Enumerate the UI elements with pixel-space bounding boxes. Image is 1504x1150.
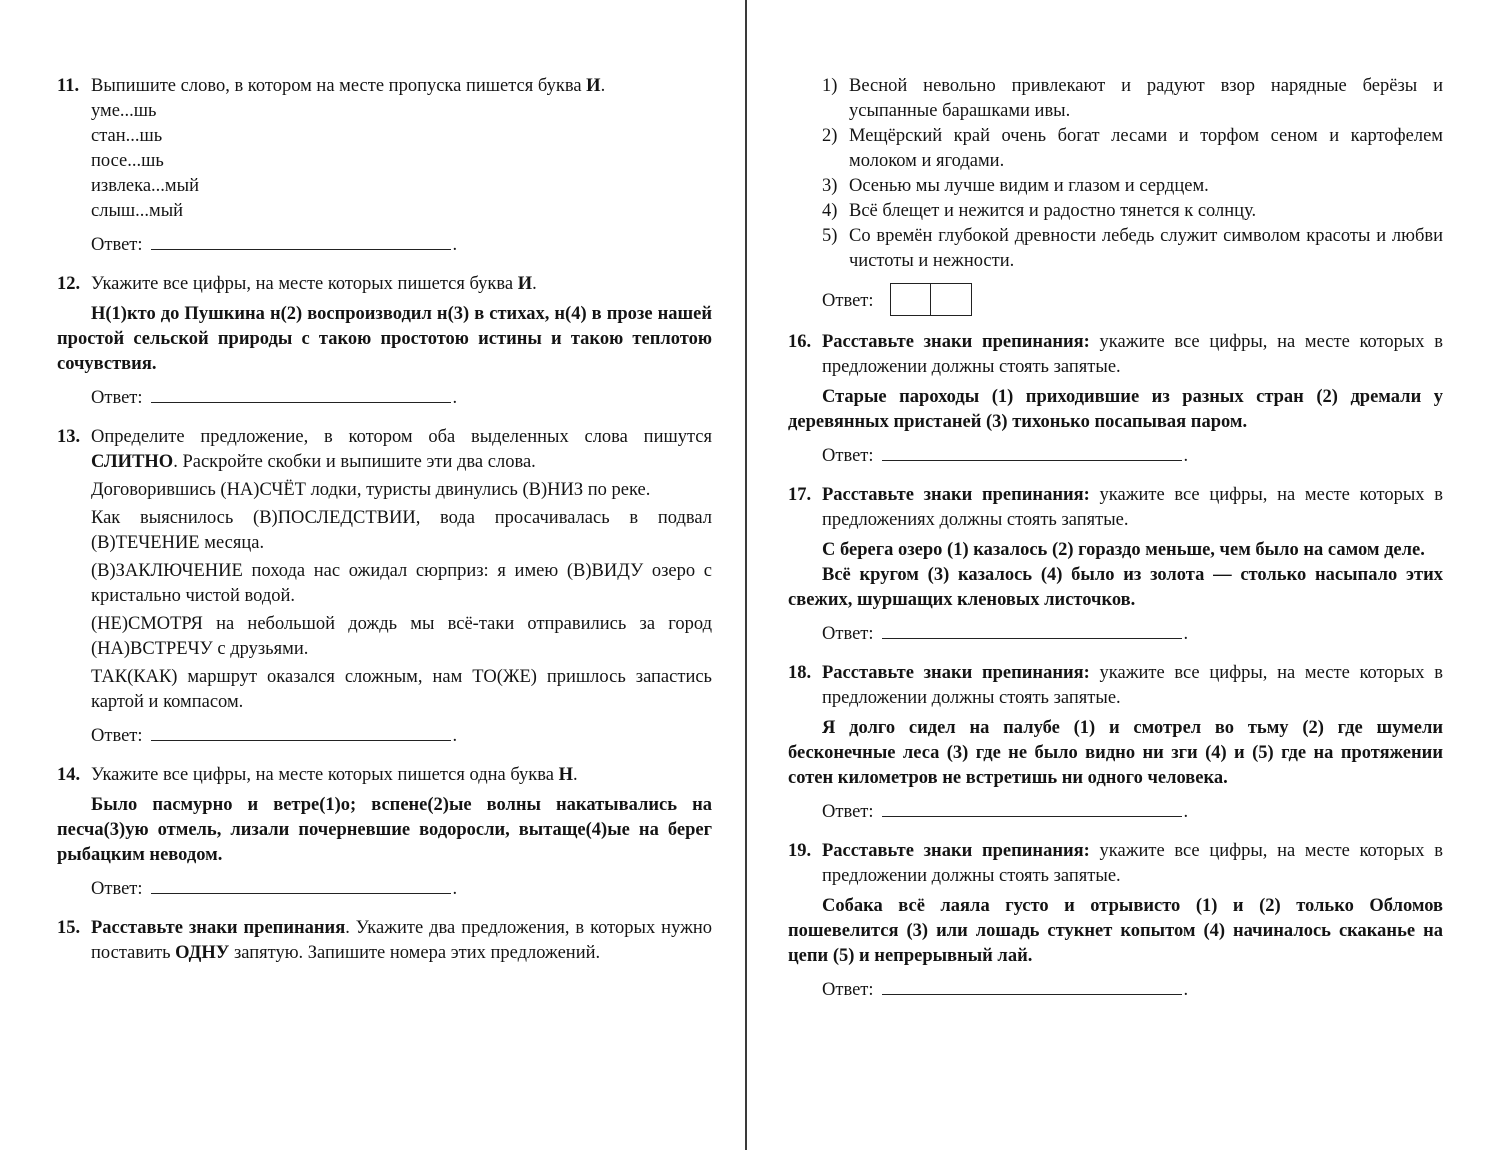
text-segment: стан...шь [91,126,163,146]
text-segment: . Укажите два предложения, в которых нужно поставить [91,918,713,963]
list-item [822,124,1443,174]
text-segment: (В)ЗАКЛЮЧЕНИЕ похода нас ожидал сюрприз: я имею (В)ВИДУ озеро с кристально чистой водой. [91,561,712,606]
question [57,425,712,749]
question [788,661,1443,825]
question [788,330,1443,469]
answer-line[interactable] [151,398,451,403]
answer-line[interactable] [882,812,1182,817]
text-segment: Всё блещет и нежится и радостно тянется к солнцу. [849,201,1257,221]
answer-option [91,99,712,124]
question [57,272,712,411]
question [57,74,712,258]
answer-row [822,800,1443,825]
question-number: 12. [57,274,81,294]
text-segment: Со времён глубокой древности лебедь служит символом красоты и любви чистоты и нежности. [849,226,1443,271]
question [57,763,712,902]
emphasis-text: И [517,274,533,294]
question-prompt [91,916,712,966]
list-item [822,224,1443,274]
text-segment: Осенью мы лучше видим и глазом и сердцем. [849,176,1209,196]
list-marker: 5) [822,226,838,246]
question-number: 17. [788,485,812,505]
emphasis-text: Старые пароходы (1) приходившие из разных стран (2) дремали у деревянных пристаней (3) тихонько посапывая паром. [788,387,1443,432]
text-segment: ТАК(КАК) маршрут оказался сложным, нам ТО(ЖЕ) пришлось запастись картой и компасом. [91,667,712,712]
answer-label: Ответ: [91,879,143,899]
emphasis-text: Я долго сидел на палубе (1) и смотрел во тьму (2) где шумели бесконечные леса (3) где не было видно ни зги (4) и (5) где на протяжении сотен километров не встретишь ни одного человека. [788,718,1443,788]
text-segment: укажите все цифры, на месте которых в предложении должны стоять запятые. [822,332,1443,377]
answer-row [822,978,1443,1003]
example-sentence [788,716,1443,791]
question-prompt [822,839,1443,889]
example-sentence [788,385,1443,435]
page-divider [745,0,747,1150]
emphasis-text: Н [558,765,574,785]
emphasis-text: Расставьте знаки препинания: [822,485,1090,505]
text-segment: . [600,76,606,96]
question-prompt [822,330,1443,380]
emphasis-text: Расставьте знаки препинания: [822,332,1090,352]
answer-label: Ответ: [822,624,874,644]
text-segment: посе...шь [91,151,164,171]
example-sentence [788,538,1443,563]
answer-boxes [890,283,972,316]
text-segment: слыш...мый [91,201,184,221]
answer-row [91,386,712,411]
text-segment: Определите предложение, в котором оба выделенных слова пишутся [91,427,712,447]
question-number: 19. [788,841,812,861]
question-prompt [91,763,712,788]
example-sentence [57,793,712,868]
emphasis-text: СЛИТНО [91,452,174,472]
option-sentence [91,665,712,715]
text-segment: Как выяснилось (В)ПОСЛЕДСТВИИ, вода просачивалась в подвал (В)ТЕЧЕНИЕ месяца. [91,508,712,553]
text-segment: . Раскройте скобки и выпишите эти два слова. [173,452,536,472]
answer-line[interactable] [882,990,1182,995]
text-segment: . [573,765,578,785]
text-segment: Договорившись (НА)СЧЁТ лодки, туристы двинулись (В)НИЗ по реке. [91,480,651,500]
answer-period: . [452,879,458,899]
example-sentence [788,563,1443,613]
option-sentence [91,612,712,662]
question-number: 18. [788,663,812,683]
question [788,74,1443,316]
answer-label: Ответ: [822,446,874,466]
answer-label: Ответ: [91,726,143,746]
answer-label: Ответ: [91,235,143,255]
emphasis-text: Всё кругом (3) казалось (4) было из золота — столько насыпало этих свежих, шуршащих кленовых листочков. [788,565,1443,610]
emphasis-text: И [586,76,601,96]
list-marker: 3) [822,176,838,196]
text-segment: Весной невольно привлекают и радуют взор нарядные берёзы и усыпанные барашками ивы. [849,76,1443,121]
example-sentence [788,894,1443,969]
question-prompt [91,272,712,297]
answer-row [822,444,1443,469]
answer-line[interactable] [151,245,451,250]
question-prompt [822,483,1443,533]
question-prompt [822,661,1443,711]
answer-period: . [452,726,458,746]
answer-line[interactable] [882,456,1182,461]
question-prompt [91,74,712,99]
question-number: 13. [57,427,81,447]
question [57,916,712,966]
emphasis-text: Было пасмурно и ветре(1)о; вспене(2)ые волны накатывались на песча(3)ую отмель, лизали почерневшие водоросли, вытаще(4)ые на берег рыбацким неводом. [57,795,712,865]
answer-label: Ответ: [822,802,874,822]
text-segment: укажите все цифры, на месте которых в предложении должны стоять запятые. [822,841,1443,886]
answer-option [91,149,712,174]
column-left [57,74,712,980]
text-segment: Укажите все цифры, на месте которых пишется одна буква [91,765,559,785]
text-segment: . [532,274,537,294]
answer-label: Ответ: [822,291,874,311]
answer-line[interactable] [151,736,451,741]
emphasis-text: Собака всё лаяла густо и отрывисто (1) и (2) только Обломов пошевелится (3) или лошадь стукнет копытом (4) начиналось скаканье на цепи (5) и непрерывный лай. [788,896,1443,966]
answer-label: Ответ: [822,980,874,1000]
answer-period: . [1183,446,1189,466]
answer-row [91,233,712,258]
emphasis-text: Расставьте знаки препинания [91,918,346,938]
answer-option [91,174,712,199]
list-marker: 4) [822,201,838,221]
answer-period: . [452,235,458,255]
emphasis-text: С берега озеро (1) казалось (2) гораздо меньше, чем было на самом деле. [822,540,1425,560]
question [788,483,1443,647]
sentence-list [822,74,1443,274]
answer-line[interactable] [882,634,1182,639]
emphasis-text: ОДНУ [175,943,230,963]
answer-option [91,124,712,149]
answer-option [91,199,712,224]
emphasis-text: Расставьте знаки препинания: [822,663,1090,683]
option-sentence [91,506,712,556]
answer-row [822,622,1443,647]
option-sentence [91,478,712,503]
list-marker: 2) [822,126,838,146]
option-sentence [91,559,712,609]
example-sentence [57,302,712,377]
text-segment: укажите все цифры, на месте которых в предложении должны стоять запятые. [822,663,1443,708]
answer-box[interactable] [930,283,972,316]
answer-row [822,283,1443,316]
text-segment: (НЕ)СМОТРЯ на небольшой дождь мы всё-таки отправились за город (НА)ВСТРЕЧУ с друзьями. [91,614,712,659]
answer-label: Ответ: [91,388,143,408]
text-segment: уме...шь [91,101,157,121]
question-number: 15. [57,918,81,938]
answer-period: . [1183,624,1189,644]
text-segment: Укажите все цифры, на месте которых пишется буква [91,274,518,294]
list-item [822,174,1443,199]
question [788,839,1443,1003]
answer-line[interactable] [151,889,451,894]
question-number: 14. [57,765,81,785]
emphasis-text: Н(1)кто до Пушкина н(2) воспроизводил н(3) в стихах, н(4) в прозе нашей простой сельской природы с такою простотою истины и такою теплотою сочувствия. [57,304,712,374]
text-segment: Мещёрский край очень богат лесами и торфом сеном и картофелем молоком и ягодами. [849,126,1443,171]
column-right [788,74,1443,1017]
text-segment: извлека...мый [91,176,199,196]
answer-row [91,877,712,902]
answer-period: . [1183,980,1189,1000]
answer-box[interactable] [890,283,932,316]
text-segment: запятую. Запишите номера этих предложений. [229,943,601,963]
list-item [822,74,1443,124]
answer-period: . [1183,802,1189,822]
emphasis-text: Расставьте знаки препинания: [822,841,1090,861]
list-marker: 1) [822,76,838,96]
question-number: 11. [57,76,80,96]
list-item [822,199,1443,224]
answer-period: . [452,388,458,408]
text-segment: укажите все цифры, на месте которых в предложениях должны стоять запятые. [822,485,1443,530]
answer-row [91,724,712,749]
text-segment: Выпишите слово, в котором на месте пропуска пишется буква [91,76,587,96]
question-prompt [91,425,712,475]
question-number: 16. [788,332,812,352]
